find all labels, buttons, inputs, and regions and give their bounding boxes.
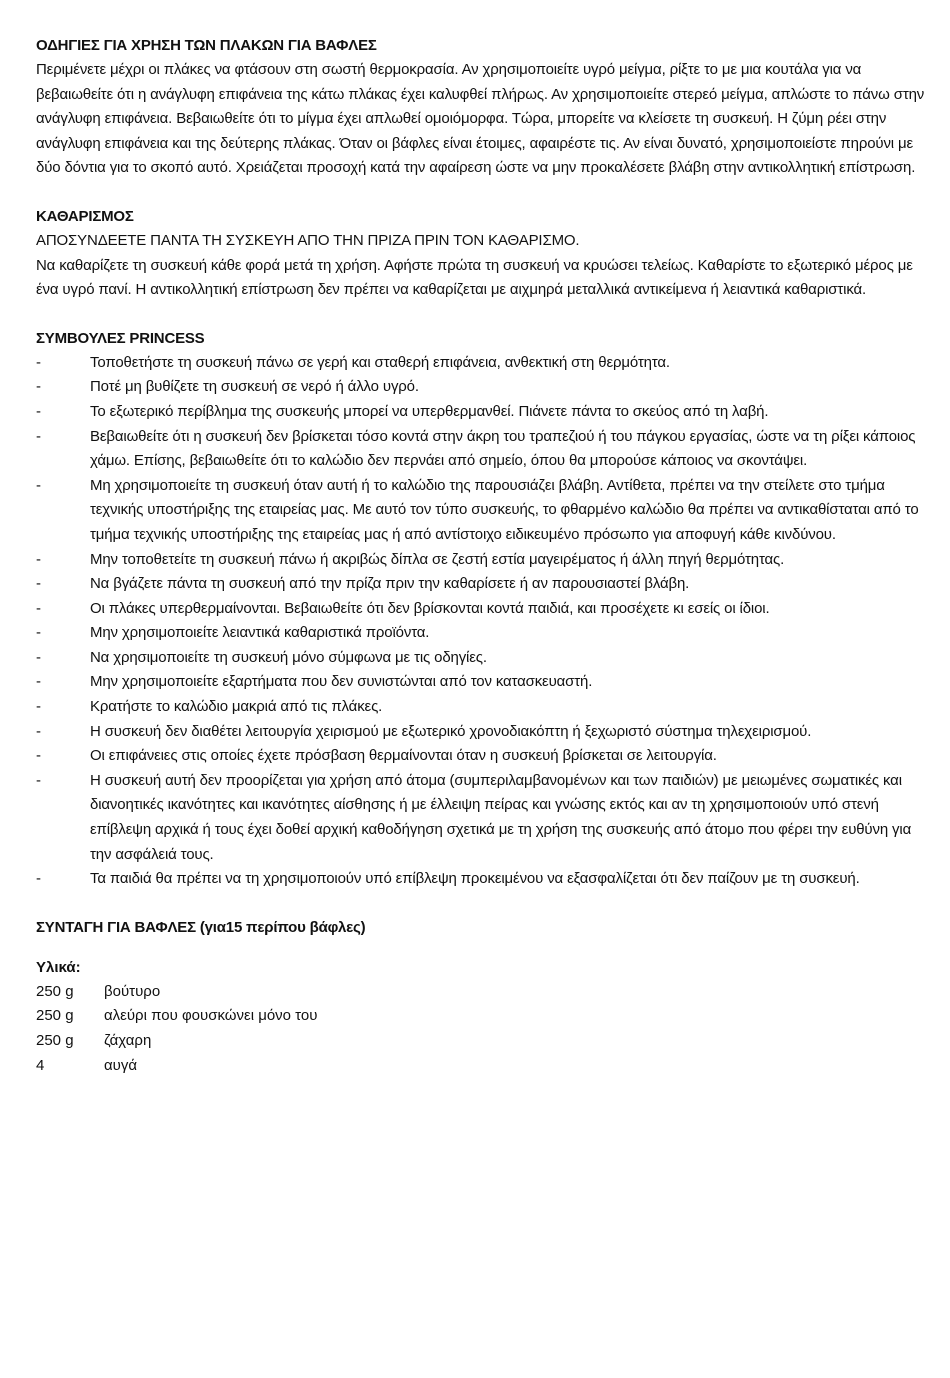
bullet-dash: -	[36, 870, 41, 888]
ingredient-qty: 4	[36, 1056, 45, 1074]
list-item	[36, 400, 926, 425]
usage-paragraph: Περιμένετε μέχρι οι πλάκες να φτάσουν στη σωστή θερμοκρασία. Αν χρησιμοποιείτε υγρό μείγμα, ρίξτε το με μια κουτάλα για να βεβαιωθείτε ότι η ανάγλυφη επιφάνεια της κάτω πλάκας έχει καλυφθεί πλήρως. Αν χρησιμοποιείτε στερεό μείγμα, απλώστε το πάνω στην ανάγλυφη επιφάνεια. Βεβαιωθείτε ότι το μίγμα έχει απλωθεί ομοιόμορφα. Τώρα, μπορείτε να κλείσετε τη συσκευή. Η ζύμη ρέει στην ανάγλυφη επιφάνεια και της δεύτερης πλάκας. Όταν οι βάφλες είναι έτοιμες, αφαιρέστε τις. Αν είναι δυνατό, χρησιμοποιείστε πηρούνι με δύο δόντια για το σκοπό αυτό. Χρειάζεται προσοχή κατά την αφαίρεση ώστε να μην προκαλέσετε βλάβη στην αντικολλητική επίστρωση.	[36, 61, 925, 177]
bullet-dash: -	[36, 476, 41, 494]
list-item	[36, 670, 926, 695]
tips-heading: ΣΥΜΒΟΥΛΕΣ PRINCESS	[36, 329, 205, 347]
bullet-dash: -	[36, 771, 41, 789]
recipe-heading: ΣΥΝΤΑΓΗ ΓΙΑ ΒΑΦΛΕΣ (για15 περίπου βάφλες)	[36, 918, 366, 936]
tips-section	[36, 327, 926, 892]
list-item-text: Το εξωτερικό περίβλημα της συσκευής μπορεί να υπερθερμανθεί. Πιάνετε πάντα το σκεύος από τη λαβή.	[90, 402, 769, 420]
list-item	[36, 867, 926, 892]
ingredient-name: αυγά	[104, 1056, 138, 1074]
bullet-dash: -	[36, 378, 41, 396]
ingredient-qty: 250 g	[36, 1032, 74, 1049]
usage-heading: ΟΔΗΓΙΕΣ ΓΙΑ ΧΡΗΣΗ ΤΩΝ ΠΛΑΚΩΝ ΓΙΑ ΒΑΦΛΕΣ	[36, 37, 377, 54]
ingredient-qty: 250 g	[36, 1007, 74, 1025]
list-item-text: Οι πλάκες υπερθερμαίνονται. Βεβαιωθείτε ότι δεν βρίσκονται κοντά παιδιά, και προσέχετε κι εσείς οι ίδιοι.	[90, 599, 770, 617]
bullet-dash: -	[36, 550, 41, 568]
usage-section	[36, 34, 926, 181]
ingredient-row	[36, 1029, 926, 1054]
spacer	[36, 940, 926, 956]
cleaning-line: Να καθαρίζετε τη συσκευή κάθε φορά μετά τη χρήση. Αφήστε πρώτα τη συσκευή να κρυώσει τελείως.	[36, 256, 694, 274]
list-item	[36, 695, 926, 720]
bullet-dash: -	[36, 673, 41, 691]
tips-list	[36, 351, 926, 892]
cleaning-paragraph	[36, 254, 926, 303]
list-item-text: Να βγάζετε πάντα τη συσκευή από την πρίζα πριν την καθαρίσετε ή αν παρουσιαστεί βλάβη.	[90, 575, 690, 593]
list-item	[36, 744, 926, 769]
list-item	[36, 548, 926, 573]
ingredient-row	[36, 1004, 926, 1029]
cleaning-section	[36, 205, 926, 303]
cleaning-warning: ΑΠΟΣΥΝΔΕΕΤΕ ΠΑΝΤΑ ΤΗ ΣΥΣΚΕΥΗ ΑΠΟ ΤΗΝ ΠΡΙΖΑ ΠΡΙΝ ΤΟΝ ΚΑΘΑΡΙΣΜΟ.	[36, 231, 580, 249]
ingredient-name: βούτυρο	[104, 982, 161, 1000]
list-item	[36, 597, 926, 622]
ingredient-name: αλεύρι που φουσκώνει μόνο του	[104, 1007, 318, 1025]
list-item-text: Να χρησιμοποιείτε τη συσκευή μόνο σύμφωνα με τις οδηγίες.	[90, 648, 487, 666]
cleaning-line: Καθαρίστε το εξωτερικό μέρος με ένα υγρό πανί. Η αντικολλητική επίστρωση δεν πρέπει να καθαρίζεται με αιχμηρά μεταλλικά αντικείμενα ή λειαντικά καθαριστικά.	[36, 256, 913, 299]
bullet-dash: -	[36, 648, 41, 666]
list-item	[36, 572, 926, 597]
list-item-text: Μη χρησιμοποιείτε τη συσκευή όταν αυτή ή το καλώδιο της παρουσιάζει βλάβη. Αντίθετα, πρέπει να την στείλετε στο τμήμα τεχνικής υποστήριξης της εταιρείας μας. Με αυτό τον τύπο συσκευής, το φθαρμένο καλώδιο θα πρέπει να αντικαθίσταται από το τμήμα τεχνικής υποστήριξης της εταιρείας μας ή από αντίστοιχο ειδικευμένο πρόσωπο για αποφυγή κάθε κινδύνου.	[90, 476, 919, 543]
list-item-text: Ποτέ μη βυθίζετε τη συσκευή σε νερό ή άλλο υγρό.	[90, 378, 419, 396]
list-item	[36, 769, 926, 867]
list-item-text: Οι επιφάνειες στις οποίες έχετε πρόσβαση θερμαίνονται όταν η συσκευή βρίσκεται σε λειτουργία.	[90, 747, 717, 765]
list-item	[36, 646, 926, 671]
list-item	[36, 375, 926, 400]
list-item	[36, 474, 926, 548]
list-item-text: Η συσκευή αυτή δεν προορίζεται για χρήση από άτομα (συμπεριλαμβανομένων και των παιδιών) με μειωμένες σωματικές και διανοητικές ικανότητες και ικανότητες αίσθησης ή με έλλειψη πείρας και γνώσης εκτός και αν τη χρησιμοποιούν υπό στενή επίβλεψη αρχικά ή τους έχει δοθεί αρχική καθοδήγηση σχετικά με τη χρήση της συσκευής από άτομο που φέρει την ευθύνη για την ασφάλειά τους.	[90, 771, 912, 863]
list-item	[36, 621, 926, 646]
bullet-dash: -	[36, 353, 41, 371]
bullet-dash: -	[36, 575, 41, 593]
ingredient-row	[36, 1054, 926, 1079]
cleaning-heading: ΚΑΘΑΡΙΣΜΟΣ	[36, 207, 134, 225]
spacer	[36, 181, 926, 205]
list-item	[36, 720, 926, 745]
document-page	[36, 34, 926, 1078]
bullet-dash: -	[36, 427, 41, 445]
ingredient-row	[36, 980, 926, 1005]
list-item-text: Μην τοποθετείτε τη συσκευή πάνω ή ακριβώς δίπλα σε ζεστή εστία μαγειρέματος ή άλλη πηγή θερμότητας.	[90, 550, 785, 568]
list-item-text: Η συσκευή δεν διαθέτει λειτουργία χειρισμού με εξωτερικό χρονοδιακόπτη ή ξεχωριστό σύστημα τηλεχειρισμού.	[90, 722, 812, 740]
ingredients-heading: Υλικά:	[36, 958, 81, 976]
bullet-dash: -	[36, 402, 41, 420]
list-item	[36, 351, 926, 376]
bullet-dash: -	[36, 698, 41, 716]
recipe-section	[36, 916, 926, 1078]
list-item-text: Τοποθετήστε τη συσκευή πάνω σε γερή και σταθερή επιφάνεια, ανθεκτική στη θερμότητα.	[90, 353, 670, 371]
list-item-text: Μην χρησιμοποιείτε εξαρτήματα που δεν συνιστώνται από τον κατασκευαστή.	[90, 673, 593, 691]
list-item-text: Μην χρησιμοποιείτε λειαντικά καθαριστικά προϊόντα.	[90, 624, 430, 642]
list-item-text: Τα παιδιά θα πρέπει να τη χρησιμοποιούν υπό επίβλεψη προκειμένου να εξασφαλίζεται ότι δεν παίζουν με τη συσκευή.	[90, 870, 860, 888]
bullet-dash: -	[36, 722, 41, 740]
spacer	[36, 892, 926, 916]
bullet-dash: -	[36, 599, 41, 617]
ingredient-name: ζάχαρη	[104, 1032, 152, 1049]
list-item-text: Βεβαιωθείτε ότι η συσκευή δεν βρίσκεται τόσο κοντά στην άκρη του τραπεζιού ή του πάγκου εργασίας, ώστε να τη ρίξει κάποιος χάμω. Επίσης, βεβαιωθείτε ότι το καλώδιο δεν περνάει από σημείο, όπου θα μπορούσε κάποιος να σκοντάψει.	[90, 427, 916, 470]
ingredient-qty: 250 g	[36, 982, 74, 1000]
bullet-dash: -	[36, 747, 41, 765]
bullet-dash: -	[36, 624, 41, 642]
list-item	[36, 425, 926, 474]
spacer	[36, 303, 926, 327]
list-item-text: Κρατήστε το καλώδιο μακριά από τις πλάκες.	[90, 698, 383, 716]
